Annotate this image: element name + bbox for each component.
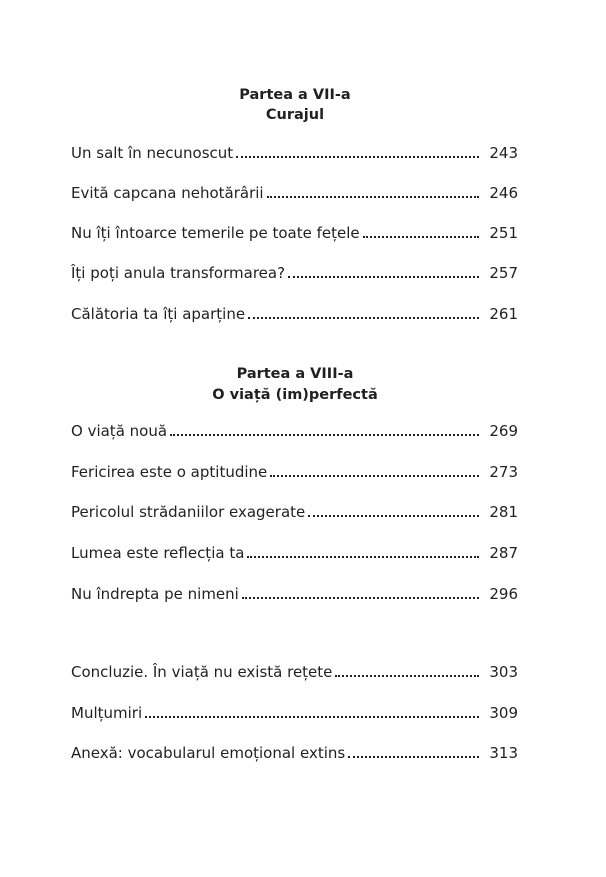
entry-label: Călătoria ta îți aparține	[71, 305, 246, 323]
dot-leader	[170, 434, 479, 436]
part-title: Curajul	[265, 107, 325, 123]
toc-entry[interactable]	[71, 541, 518, 563]
dot-leader	[145, 716, 479, 718]
dot-leader	[308, 515, 479, 517]
toc-entry[interactable]	[71, 181, 518, 203]
entry-page: 303	[489, 663, 518, 681]
toc-entry[interactable]	[71, 141, 518, 163]
dot-leader	[267, 196, 479, 198]
part-heading: Partea a VIII-a	[236, 366, 354, 382]
toc-entry[interactable]	[71, 500, 518, 522]
entry-page: 257	[489, 264, 518, 282]
dot-leader	[288, 276, 479, 278]
entry-label: Un salt în necunoscut	[71, 144, 234, 162]
entry-page: 261	[489, 305, 518, 323]
entry-label: Mulțumiri	[71, 704, 143, 722]
dot-leader	[247, 556, 479, 558]
part-title: O viață (im)perfectă	[212, 387, 378, 403]
entry-label: Pericolul strădaniilor exagerate	[71, 503, 306, 521]
entry-label: Îți poți anula transformarea?	[71, 264, 286, 282]
entry-label: Evită capcana nehotărârii	[71, 184, 264, 202]
entry-page: 296	[489, 585, 518, 603]
toc-entry[interactable]	[71, 741, 518, 763]
entry-page: 287	[489, 544, 518, 562]
toc-entry[interactable]	[71, 261, 518, 283]
dot-leader	[363, 236, 479, 238]
toc-entry[interactable]	[71, 460, 518, 482]
entry-label: Fericirea este o aptitudine	[71, 463, 268, 481]
dot-leader	[248, 317, 479, 319]
dot-leader	[335, 675, 479, 677]
entry-page: 251	[489, 224, 518, 242]
dot-leader	[242, 597, 479, 599]
toc-entry[interactable]	[71, 660, 518, 682]
entry-page: 269	[489, 422, 518, 440]
entry-label: Concluzie. În viață nu există rețete	[71, 663, 333, 681]
toc-entry[interactable]	[71, 221, 518, 243]
toc-entry[interactable]	[71, 582, 518, 604]
entry-page: 273	[489, 463, 518, 481]
entry-page: 246	[489, 184, 518, 202]
entry-page: 309	[489, 704, 518, 722]
toc-entry[interactable]	[71, 302, 518, 324]
entry-label: Anexă: vocabularul emoțional extins	[71, 744, 346, 762]
entry-page: 313	[489, 744, 518, 762]
entry-label: Lumea este reflecția ta	[71, 544, 245, 562]
entry-page: 281	[489, 503, 518, 521]
toc-entry[interactable]	[71, 701, 518, 723]
entry-page: 243	[489, 144, 518, 162]
entry-label: Nu îți întoarce temerile pe toate fețele	[71, 224, 360, 242]
dot-leader	[270, 475, 479, 477]
toc-entry[interactable]	[71, 419, 518, 441]
entry-label: O viață nouă	[71, 422, 168, 440]
part-heading: Partea a VII-a	[239, 87, 351, 103]
entry-label: Nu îndrepta pe nimeni	[71, 585, 239, 603]
dot-leader	[348, 756, 479, 758]
dot-leader	[236, 156, 479, 158]
